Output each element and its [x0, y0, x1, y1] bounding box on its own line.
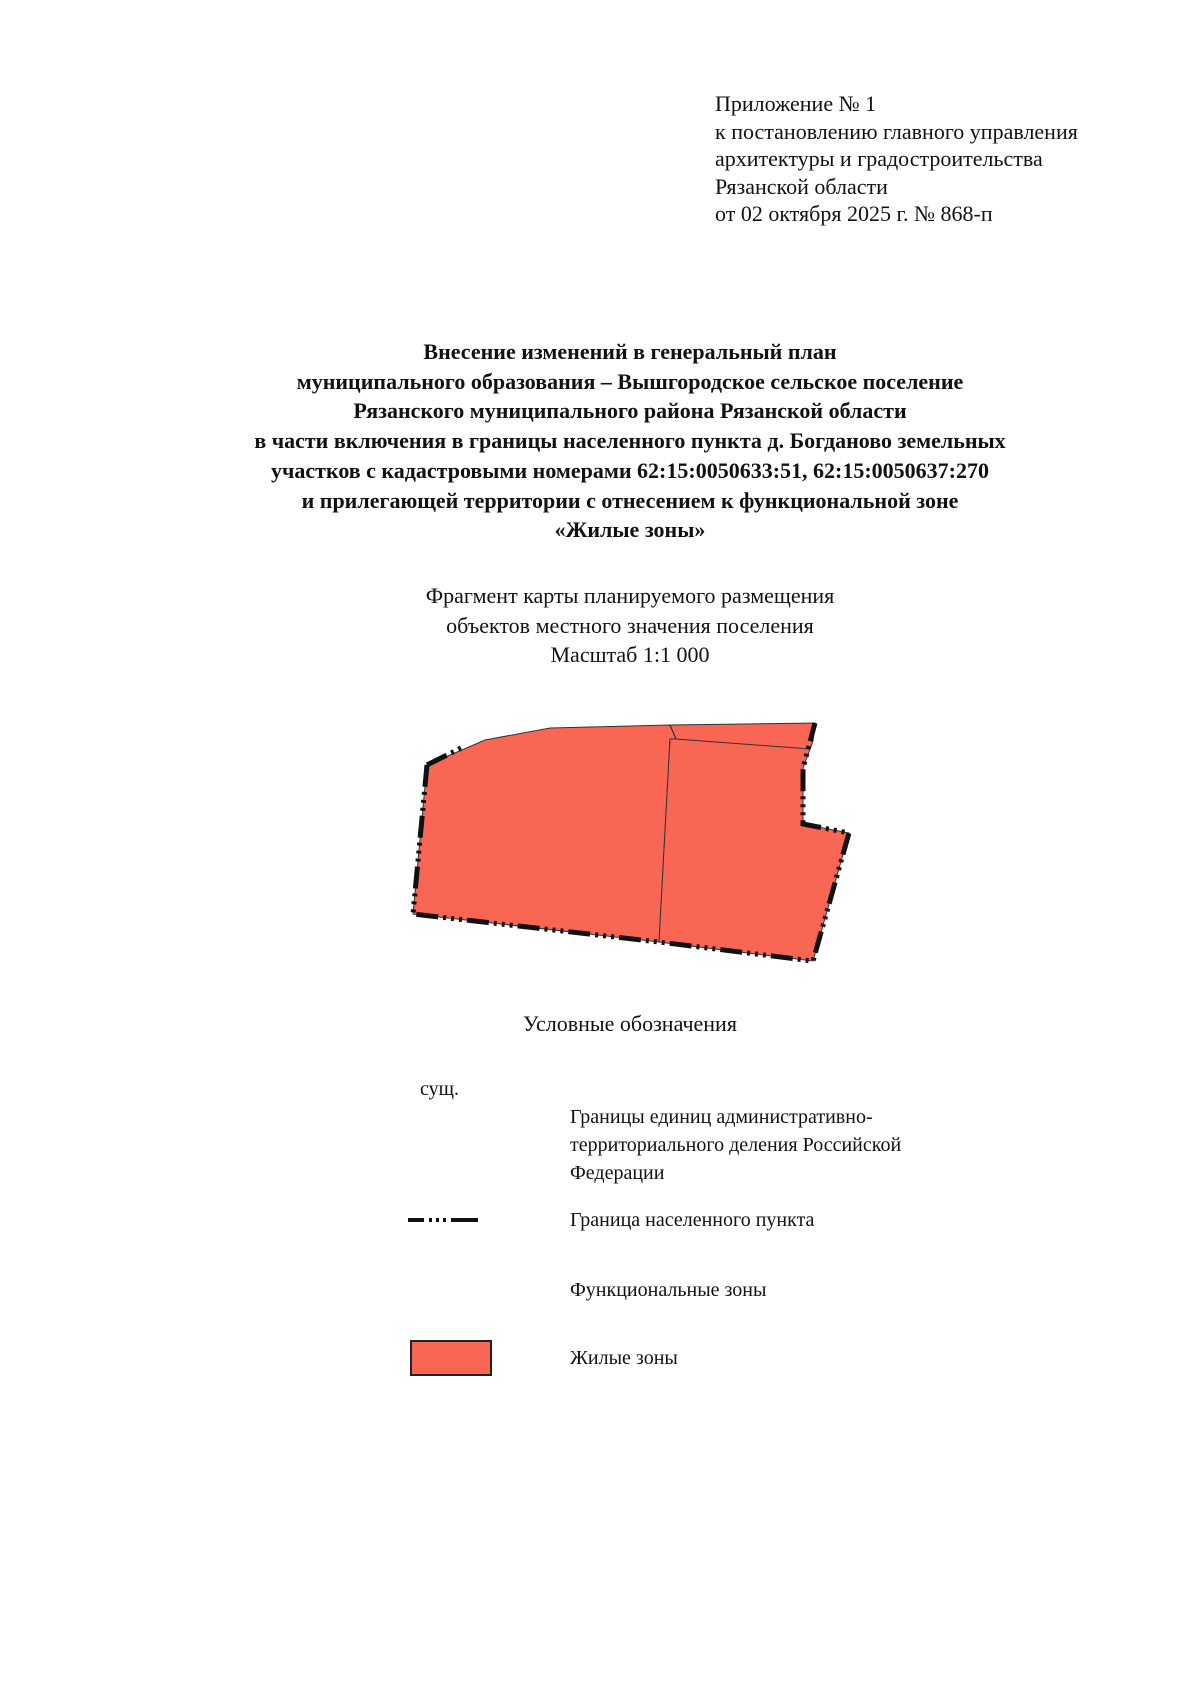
legend-functional-zones-label: Функциональные зоны — [570, 1279, 767, 1301]
appendix-line-3: архитектуры и градостроительства — [715, 146, 1043, 171]
title-line-4: в части включения в границы населенного пункта д. Богданово земельных — [254, 428, 1006, 454]
residential-zone-west-parcel — [413, 725, 676, 942]
subtitle-line-3: Масштаб 1:1 000 — [550, 642, 710, 667]
appendix-line-5: от 02 октября 2025 г. № 868-п — [715, 201, 993, 226]
title-line-7: «Жилые зоны» — [554, 517, 706, 543]
title-line-6: и прилегающей территории с отнесением к функциональной зоне — [301, 487, 959, 513]
appendix-line-4: Рязанской области — [715, 173, 888, 199]
legend-admin-line-3: Федерации — [570, 1162, 665, 1184]
legend-settlement-border-symbol — [408, 1215, 478, 1225]
document-title — [0, 337, 1200, 545]
legend-residential-label: Жилые зоны — [570, 1347, 678, 1369]
legend-admin-line-2: территориального деления Российской — [570, 1134, 902, 1156]
title-line-3: Рязанского муниципального района Рязанской области — [353, 398, 907, 424]
appendix-line-2: к постановлению главного управления — [715, 118, 1078, 144]
legend-settlement-border-label: Граница населенного пункта — [570, 1209, 815, 1231]
title-line-1: Внесение изменений в генеральный план — [423, 339, 837, 364]
title-line-2: муниципального образования – Вышгородское сельское поселение — [296, 368, 964, 394]
residential-zone-area — [413, 723, 849, 961]
legend-admin-line-1: Границы единиц административно- — [570, 1106, 873, 1128]
legend-residential-swatch — [410, 1340, 492, 1376]
subtitle-line-1: Фрагмент карты планируемого размещения — [425, 583, 835, 608]
title-line-5: участков с кадастровыми номерами 62:15:0050633:51, 62:15:0050637:270 — [270, 457, 990, 483]
legend-existing-label: сущ. — [420, 1078, 460, 1100]
legend-title: Условные обозначения — [523, 1011, 737, 1036]
map-fragment — [405, 715, 865, 980]
appendix-line-1: Приложение № 1 — [715, 91, 877, 116]
subtitle-line-2: объектов местного значения поселения — [446, 612, 814, 638]
map-subtitle — [0, 581, 1200, 670]
legend-admin-border-text — [570, 1103, 901, 1187]
appendix-block — [715, 90, 1078, 228]
